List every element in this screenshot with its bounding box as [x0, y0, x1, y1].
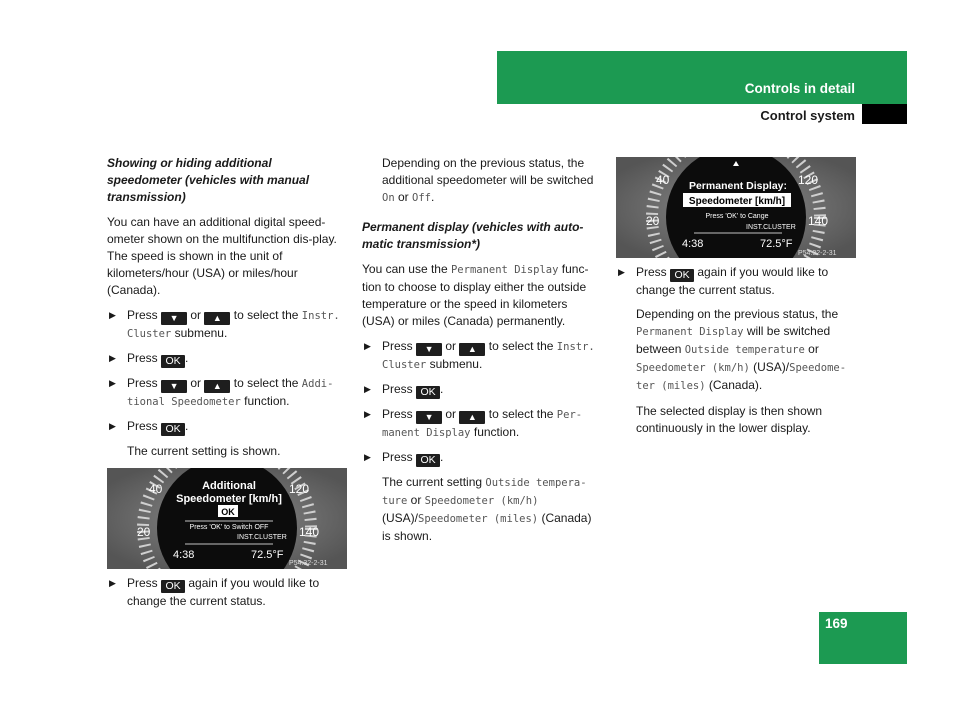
gauge-label: 40: [656, 173, 670, 187]
gauge-label: 140: [299, 525, 320, 539]
column-3: [616, 157, 856, 445]
display-menu-text: INST.CLUSTER: [237, 534, 287, 541]
heading-additional-speedometer: Showing or hiding additional speedometer (vehicles with manual transmission): [107, 156, 310, 204]
instrument-cluster-image: [107, 468, 347, 569]
subsection-marker: [862, 104, 907, 124]
bullet-icon: ▶: [618, 267, 625, 277]
ok-key-icon: OK: [161, 580, 185, 593]
down-arrow-key-icon: ▼: [161, 380, 187, 393]
display-press-text: Press 'OK' to Switch OFF: [189, 524, 269, 531]
section-title: Controls in detail: [744, 81, 855, 96]
intro-paragraph: You can have an additional digital speed-ometer shown on the multifunction dis-play. The speed is shown in the unit of kilometers/hour (USA) or miles/hour (Canada).: [107, 215, 337, 297]
menu-code: Instr. Cluster: [127, 310, 340, 340]
page-number: 169: [825, 616, 848, 631]
step: ▶ Press OK .: [364, 382, 444, 398]
bullet-icon: ▶: [364, 409, 371, 419]
up-arrow-key-icon: ▲: [204, 380, 230, 393]
heading-permanent-display: Permanent display (vehicles with auto-matic transmission*): [362, 220, 584, 251]
up-arrow-key-icon: ▲: [459, 343, 485, 356]
bullet-icon: ▶: [109, 378, 116, 388]
result-text: The current setting is shown.: [127, 444, 281, 458]
header-bar: [497, 51, 907, 104]
instrument-cluster-image: [616, 157, 856, 258]
display-menu-text: INST.CLUSTER: [746, 224, 796, 231]
step: ▶ Press ▼ or ▲ to select the Instr. Cluster submenu.: [364, 339, 595, 371]
ok-key-icon: OK: [161, 423, 185, 436]
ok-key-icon: OK: [670, 269, 694, 282]
gauge-label: 20: [137, 525, 151, 539]
step: ▶ Press ▼ or ▲ to select the Instr. Cluster submenu.: [109, 308, 340, 340]
ok-key-icon: OK: [416, 454, 440, 467]
status-paragraph: Depending on the previous status, the Permanent Display will be switched between Outside temperature or Speedometer (km/h) (USA)/Speedome-ter (miles) (Canada).: [636, 307, 847, 392]
subsection-title: Control system: [760, 108, 855, 123]
down-arrow-key-icon: ▼: [161, 312, 187, 325]
step: ▶ Press ▼ or ▲ to select the Addi-tional Speedometer function.: [109, 376, 334, 408]
bullet-icon: ▶: [109, 310, 116, 320]
display-line-1: Additional: [202, 480, 256, 492]
display-time: 4:38: [682, 238, 704, 250]
page-number-box: [819, 612, 907, 664]
ok-key-icon: OK: [416, 386, 440, 399]
bullet-icon: ▶: [364, 341, 371, 351]
column-1: [107, 155, 347, 617]
result-text: The current setting Outside tempera-ture or Speedometer (km/h) (USA)/Speedometer (miles) (Canada) is shown.: [382, 475, 592, 543]
step: ▶ Press OK .: [364, 450, 444, 466]
final-paragraph: The selected display is then shown continuously in the lower display.: [636, 404, 823, 435]
up-arrow-key-icon: ▲: [204, 312, 230, 325]
display-line-1: Permanent Display:: [688, 180, 788, 192]
display-line-2: Speedometer [km/h]: [688, 196, 786, 207]
step: ▶ Press ▼ or ▲ to select the Per-manent Display function.: [364, 407, 583, 439]
down-arrow-key-icon: ▼: [416, 411, 442, 424]
step: ▶ Press OK .: [109, 419, 189, 435]
function-code: Addi-tional Speedometer: [127, 378, 334, 408]
bullet-icon: ▶: [364, 452, 371, 462]
display-press-text: Press 'OK' to Cange: [705, 213, 769, 220]
bullet-icon: ▶: [109, 353, 116, 363]
permanent-display-paragraph: You can use the Permanent Display func-tion to choose to display either the outside temperature or the speed in kilometers (USA) or miles (Canada) permanently.: [362, 262, 589, 328]
display-temp: 72.5°F: [251, 549, 284, 561]
gauge-label: 20: [646, 214, 660, 228]
gauge-label: 140: [808, 214, 829, 228]
step: ▶ Press OK again if you would like to change the current status.: [618, 265, 829, 297]
display-time: 4:38: [173, 549, 195, 561]
step: ▶ Press OK .: [109, 351, 189, 367]
status-paragraph: Depending on the previous status, the additional speedometer will be switched On or Off.: [382, 156, 594, 204]
gauge-label: 120: [798, 173, 819, 187]
ok-key-icon: OK: [161, 355, 185, 368]
bullet-icon: ▶: [109, 578, 116, 588]
figure-code: P54.32-2-31: [798, 250, 837, 257]
display-line-2: Speedometer [km/h]: [176, 493, 282, 505]
down-arrow-key-icon: ▼: [416, 343, 442, 356]
gauge-label: 40: [149, 482, 163, 496]
bullet-icon: ▶: [364, 384, 371, 394]
display-temp: 72.5°F: [760, 238, 793, 250]
gauge-label: 120: [289, 482, 310, 496]
display-ok: OK: [221, 507, 235, 517]
step: ▶ Press OK again if you would like to change the current status.: [109, 576, 320, 608]
figure-code: P54.32-2-31: [289, 560, 328, 567]
up-arrow-key-icon: ▲: [459, 411, 485, 424]
column-2: [362, 155, 602, 553]
bullet-icon: ▶: [109, 421, 116, 431]
